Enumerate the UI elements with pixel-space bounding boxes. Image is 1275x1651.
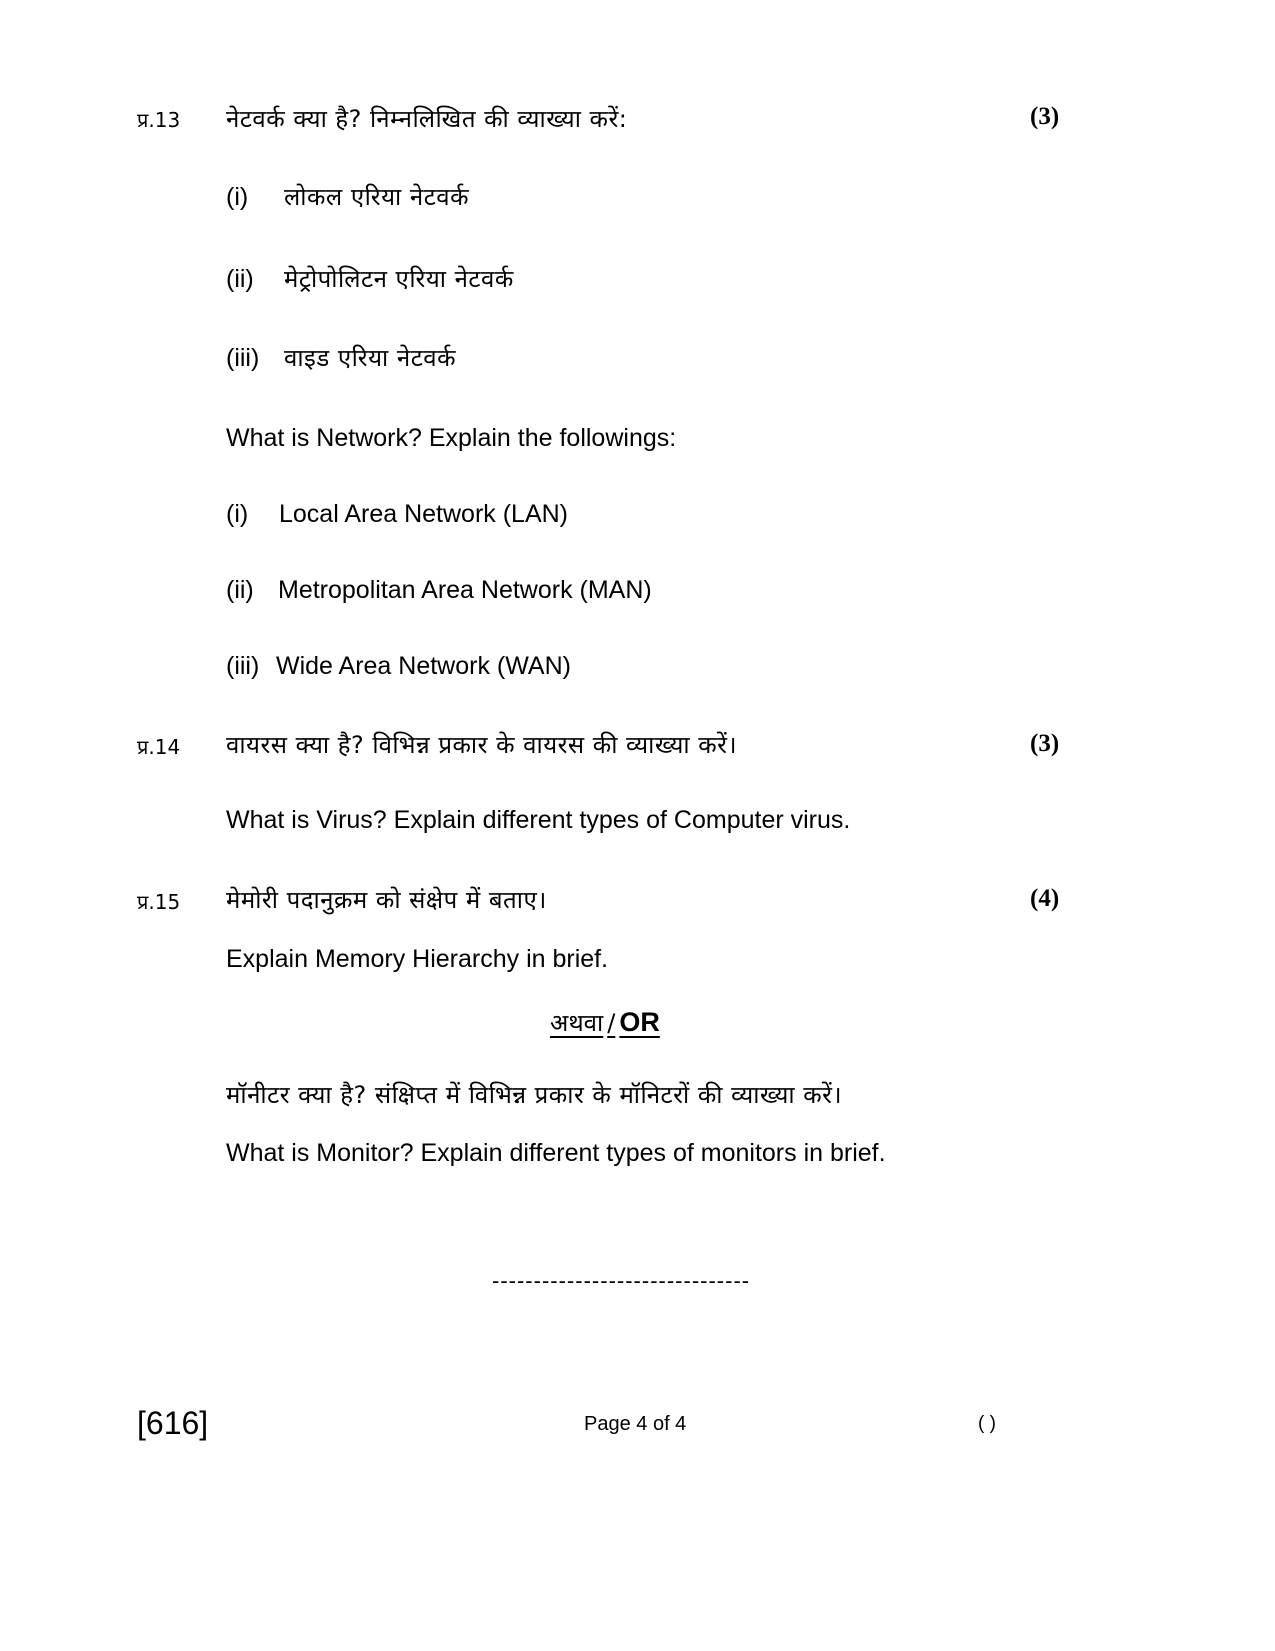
footer-parentheses: ( ) <box>978 1413 996 1434</box>
question-13-text-english: What is Network? Explain the followings: <box>226 424 677 452</box>
q13-english-item-3 <box>226 652 571 681</box>
item-text: Local Area Network (LAN) <box>279 500 569 528</box>
question-14-text-hindi: वायरस क्या है? विभिन्न प्रकार के वायरस की व्याख्या करें। <box>226 731 738 759</box>
question-15-number: प्र.15 <box>137 890 181 914</box>
question-14-number: प्र.14 <box>137 735 181 759</box>
question-13-text-hindi: नेटवर्क क्या है? निम्नलिखित की व्याख्या करें: <box>226 105 628 133</box>
question-13-number: प्र.13 <box>137 108 181 132</box>
or-divider <box>550 1006 660 1039</box>
item-number: (ii) <box>226 576 254 604</box>
or-separator: / <box>607 1009 616 1037</box>
question-15-marks: (4) <box>1030 885 1060 912</box>
q13-english-item-2 <box>226 576 652 605</box>
page-number: Page 4 of 4 <box>584 1413 687 1435</box>
question-15-alt-text-hindi: मॉनीटर क्या है? संक्षिप्त में विभिन्न प्रकार के मॉनिटरों की व्याख्या करें। <box>226 1081 843 1109</box>
item-text: मेट्रोपोलिटन एरिया नेटवर्क <box>284 265 514 293</box>
question-15-text-hindi: मेमोरी पदानुक्रम को संक्षेप में बताए। <box>226 886 547 914</box>
question-13-marks: (3) <box>1030 103 1060 130</box>
question-15-alt-text-english: What is Monitor? Explain different types of monitors in brief. <box>226 1139 886 1167</box>
item-number: (ii) <box>226 265 254 293</box>
item-number: (i) <box>226 183 249 211</box>
question-15-text-english: Explain Memory Hierarchy in brief. <box>226 945 609 973</box>
item-text: Metropolitan Area Network (MAN) <box>278 576 652 604</box>
question-14-text-english: What is Virus? Explain different types of Computer virus. <box>226 806 851 834</box>
item-number: (iii) <box>226 652 260 680</box>
paper-code: [616] <box>137 1405 209 1441</box>
item-number: (i) <box>226 500 249 528</box>
q13-hindi-item-1 <box>226 180 469 213</box>
end-of-paper-rule: ------------------------------- <box>492 1268 751 1293</box>
q13-english-item-1 <box>226 500 568 529</box>
question-14-marks: (3) <box>1030 730 1060 757</box>
q13-hindi-item-2 <box>226 262 514 295</box>
q13-hindi-item-3 <box>226 341 456 374</box>
item-text: लोकल एरिया नेटवर्क <box>284 183 470 211</box>
item-text: Wide Area Network (WAN) <box>276 652 571 680</box>
item-number: (iii) <box>226 344 260 372</box>
or-hindi: अथवा <box>550 1009 604 1037</box>
item-text: वाइड एरिया नेटवर्क <box>284 344 457 372</box>
or-english: OR <box>619 1007 660 1037</box>
